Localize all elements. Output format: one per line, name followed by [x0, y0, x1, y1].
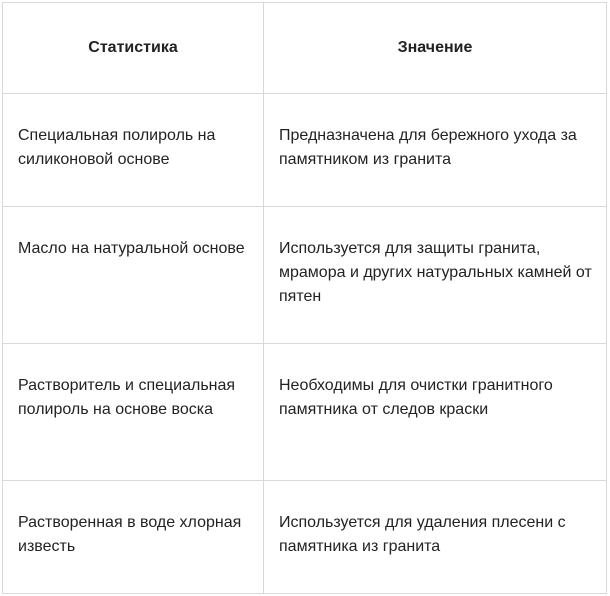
- table-row: [3, 344, 607, 481]
- cell-statistic: Специальная полироль на силиконовой основе: [3, 94, 264, 207]
- cell-statistic: Масло на натуральной основе: [3, 207, 264, 344]
- cell-value: Используется для удаления плесени с памятника из гранита: [264, 481, 607, 594]
- cell-statistic: Растворенная в воде хлорная известь: [3, 481, 264, 594]
- cell-value: Используется для защиты гранита, мрамора и других натуральных камней от пятен: [264, 207, 607, 344]
- table-row: [3, 94, 607, 207]
- table-row: [3, 207, 607, 344]
- cell-value: Необходимы для очистки гранитного памятника от следов краски: [264, 344, 607, 481]
- data-table: [2, 2, 607, 594]
- cell-statistic: Растворитель и специальная полироль на основе воска: [3, 344, 264, 481]
- table-header-row: [3, 3, 607, 94]
- data-table-container: [2, 2, 606, 591]
- header-statistics: Статистика: [3, 3, 264, 94]
- table-row: [3, 481, 607, 594]
- cell-value: Предназначена для бережного ухода за памятником из гранита: [264, 94, 607, 207]
- header-value: Значение: [264, 3, 607, 94]
